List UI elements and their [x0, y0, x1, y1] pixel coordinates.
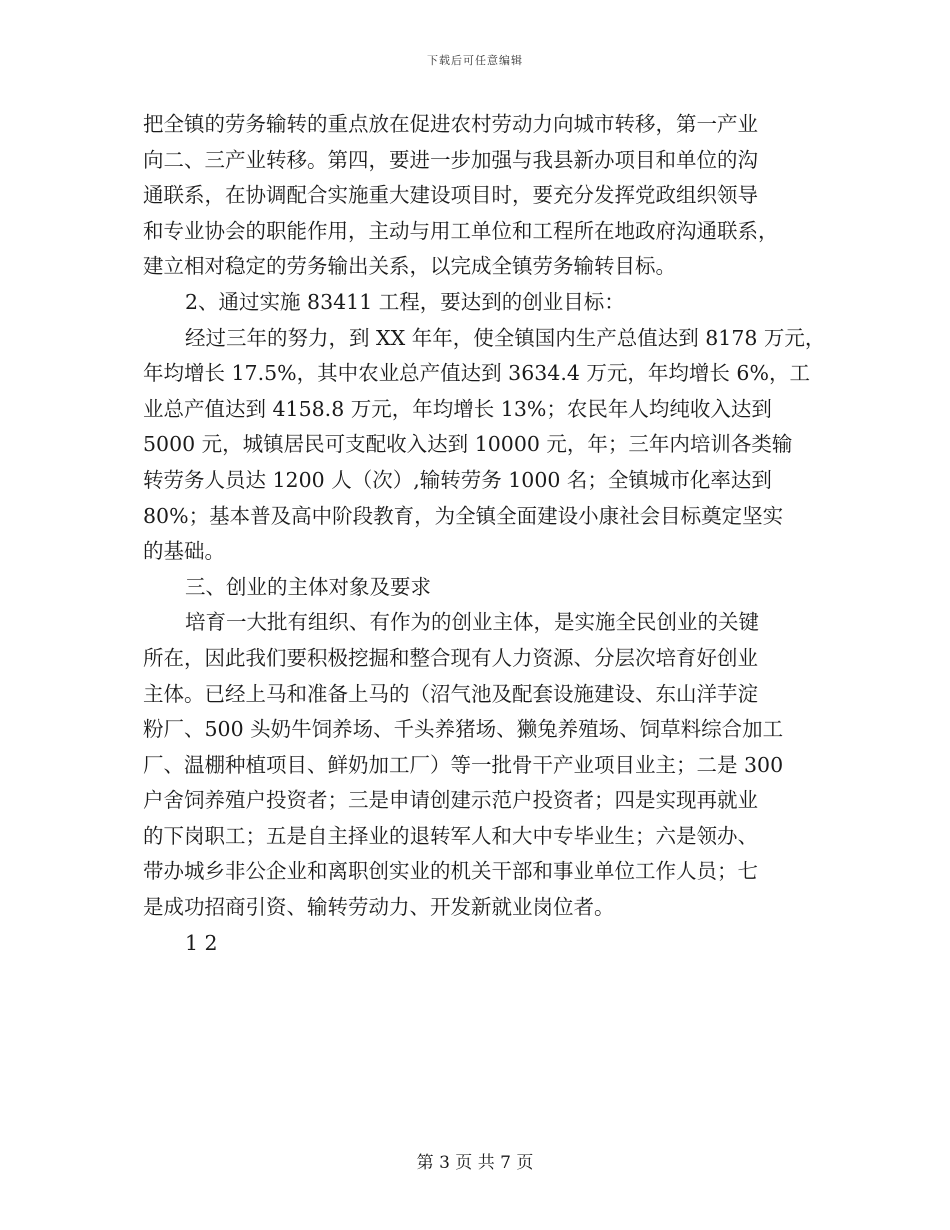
text-line: 粉厂、500 头奶牛饲养场、千头养猪场、獭兔养殖场、饲草料综合加工	[143, 717, 784, 742]
text-line: 建立相对稳定的劳务输出关系，以完成全镇劳务输转目标。	[143, 254, 676, 279]
text-line: 1 2	[185, 930, 218, 955]
text-line: 经过三年的努力，到 XX 年年，使全镇国内生产总值达到 8178 万元，	[185, 325, 826, 350]
page-number-footer: 第 3 页 共 7 页	[416, 1153, 534, 1173]
text-line: 把全镇的劳务输转的重点放在促进农村劳动力向城市转移，第一产业	[143, 112, 758, 136]
text-line: 通联系，在协调配合实施重大建设项目时，要充分发挥党政组织领导	[143, 183, 758, 208]
page-header: 下载后可任意编辑	[427, 54, 523, 67]
text-line: 转劳务人员达 1200 人（次）,输转劳务 1000 名；全镇城市化率达到	[143, 467, 772, 492]
text-line: 带办城乡非公企业和离职创实业的机关干部和事业单位工作人员；七	[143, 859, 758, 884]
text-line: 主体。已经上马和准备上马的（沼气池及配套设施建设、东山洋芋淀	[143, 681, 758, 706]
text-line: 所在，因此我们要积极挖掘和整合现有人力资源、分层次培育好创业	[143, 645, 758, 670]
text-line: 户舍饲养殖户投资者；三是申请创建示范户投资者；四是实现再就业	[143, 788, 758, 813]
text-line: 业总产值达到 4158.8 万元，年均增长 13%；农民年人均纯收入达到	[143, 396, 772, 421]
text-line: 5000 元，城镇居民可支配收入达到 10000 元，年；三年内培训各类输	[143, 432, 793, 457]
section-heading: 2、通过实施 83411 工程，要达到的创业目标：	[185, 289, 625, 314]
text-line: 和专业协会的职能作用，主动与用工单位和工程所在地政府沟通联系，	[143, 218, 779, 243]
text-line: 年均增长 17.5%，其中农业总产值达到 3634.4 万元，年均增长 6%，工	[143, 361, 810, 386]
text-line: 是成功招商引资、输转劳动力、开发新就业岗位者。	[143, 895, 615, 920]
text-line: 80%；基本普及高中阶段教育，为全镇全面建设小康社会目标奠定坚实	[143, 503, 784, 528]
text-line: 培育一大批有组织、有作为的创业主体，是实施全民创业的关键	[185, 610, 759, 635]
text-line: 的下岗职工；五是自主择业的退转军人和大中专毕业生；六是领办、	[143, 823, 758, 848]
text-line: 的基础。	[143, 539, 225, 564]
text-line: 厂、温棚种植项目、鲜奶加工厂）等一批骨干产业项目业主；二是 300	[143, 752, 784, 777]
text-line: 向二、三产业转移。第四，要进一步加强与我县新办项目和单位的沟	[143, 147, 758, 172]
section-heading: 三、创业的主体对象及要求	[185, 574, 431, 599]
document-body	[143, 107, 843, 961]
